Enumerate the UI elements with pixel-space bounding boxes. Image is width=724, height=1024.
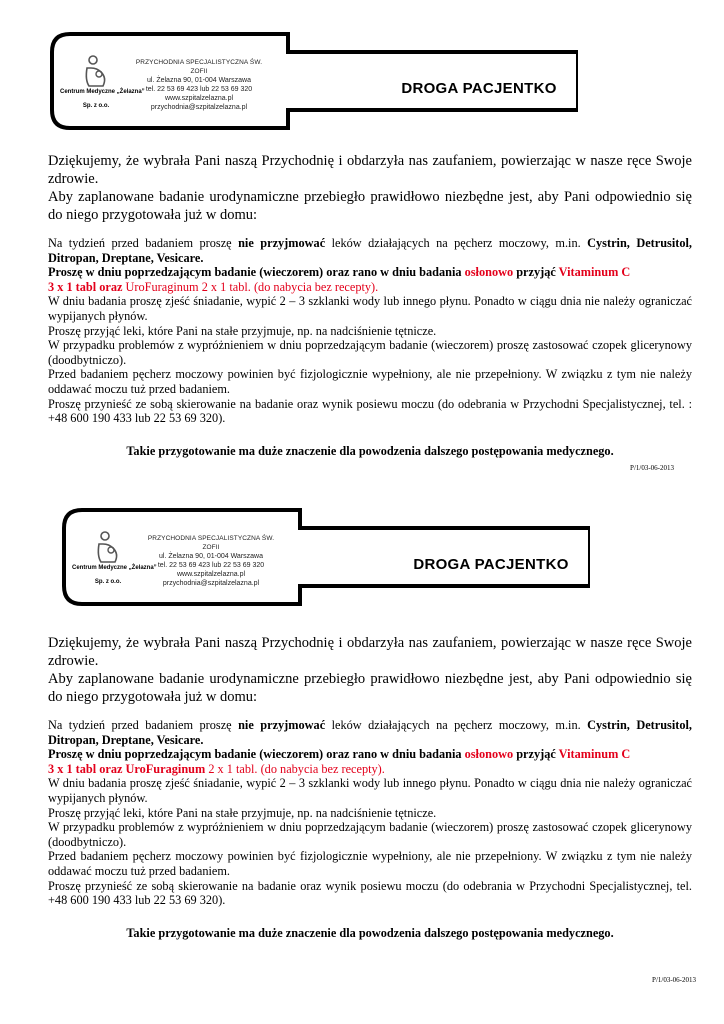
instruction-referral: Proszę przynieść ze sobą skierowanie na badanie oraz wynik posiewu moczu (do odebrania w Przychodni Specjalistycznej, tel. : +48 600 190 433 lub 22 53 69 320). [48,396,692,426]
clinic-website: www.szpitalzelazna.pl [176,571,246,578]
letterhead [60,506,590,608]
dosage-note: 2 x 1 tabl. (do nabycia bez recepty). [205,761,385,776]
emphasis-no-meds: nie przyjmować [238,718,326,732]
text-span: przyjąć [513,747,559,762]
mother-and-child-logo-icon [79,54,113,88]
clinic-address [134,58,264,112]
brand-name: Centrum Medyczne „Żelazna” [72,565,157,571]
clinic-street: ul. Żelazna 90, 01-004 Warszawa [146,77,251,84]
instruction-bladder: Przed badaniem pęcherz moczowy powinien być fizjologicznie wypełniony, ale nie przepełniony. W związku z tym nie należy oddawać moczu tuż przed badaniem. [48,367,692,396]
instruction-referral: Proszę przynieść ze sobą skierowanie na badanie oraz wynik posiewu moczu (do odebrania w Przychodni Specjalistycznej, tel. +48 600 190 433 lub 22 53 69 320). [48,878,692,908]
drug-name: UroFuraginum [125,279,199,294]
instruction-dosage [48,762,692,777]
drug-list: Cystrin, Detrusitol, Ditropan, Dreptane, Vesicare. [48,718,692,747]
text-span: Na tydzień przed badaniem proszę [48,718,239,732]
instruction-regular-meds: Proszę przyjąć leki, które Pani na stałe przyjmuje, np. na nadciśnienie tętnicze. [48,805,437,820]
text-span: leków działających na pęcherz moczowy, m.in. [325,718,588,732]
letterhead [48,30,578,132]
vitamin-name: Vitaminum C [558,265,631,280]
text-span: Proszę w dniu poprzedzającym badanie (wieczorem) oraz rano w dniu badania [48,265,465,280]
clinic-street: ul. Żelazna 90, 01-004 Warszawa [158,553,263,560]
notice-section-2 [0,492,724,992]
instruction-regular-meds: Proszę przyjąć leki, które Pani na stałe przyjmuje, np. na nadciśnienie tętnicze. [48,323,437,338]
drug-list: Cystrin, Detrusitol, Ditropan, Dreptane, Vesicare. [48,236,692,265]
instruction-constipation: W przypadku problemów z wypróżnieniem w dniu poprzedzającym badanie (wieczorem) proszę zastosować czopek glicerynowy (doodbytniczo). [48,338,692,367]
page-title: DROGA PACJENTKO [413,556,569,573]
instruction-medications [48,236,692,265]
closing-note: Takie przygotowanie ma duże znaczenie dla powodzenia dalszego postępowania medycznego. [126,443,614,458]
emphasis-protective: osłonowo [464,265,514,280]
instruction-breakfast: W dniu badania proszę zjeść śniadanie, wypić 2 – 3 szklanki wody lub innego płynu. Ponadto w ciągu dnia nie należy ograniczać wypijanych płynów. [48,294,692,323]
dosage-bold: 3 x 1 tabl oraz UroFuraginum [48,761,206,776]
intro-thanks: Dziękujemy, że wybrała Pani naszą Przychodnię i obdarzyła nas zaufaniem, powierzając w nasze ręce Swoje zdrowie. [48,635,692,669]
emphasis-no-meds: nie przyjmować [238,236,326,250]
notice-section-1 [0,0,724,500]
clinic-name: PRZYCHODNIA SPECJALISTYCZNA ŚW. ZOFII [135,59,263,75]
intro-preparation: Aby zaplanowane badanie urodynamiczne przebiegło prawidłowo niezbędne jest, aby Pani odpowiednio się do niego przygotowała już w domu: [48,189,692,223]
vitamin-name: Vitaminum C [558,747,631,762]
instruction-dosage [48,280,692,295]
brand-sub: Sp. z o.o. [94,579,122,585]
mother-and-child-logo-icon [91,530,125,564]
clinic-website: www.szpitalzelazna.pl [164,95,234,102]
notice-content [48,152,692,459]
instruction-vitamin [48,747,692,762]
instruction-medications [48,718,692,747]
intro-thanks: Dziękujemy, że wybrała Pani naszą Przychodnię i obdarzyła nas zaufaniem, powierzając w nasze ręce Swoje zdrowie. [48,153,692,187]
brand-sub: Sp. z o.o. [82,103,110,109]
emphasis-protective: osłonowo [464,747,514,762]
instruction-breakfast: W dniu badania proszę zjeść śniadanie, wypić 2 – 3 szklanki wody lub innego płynu. Ponadto w ciągu dnia nie należy ograniczać wypijanych płynów. [48,776,692,805]
clinic-address [146,534,276,588]
dosage-note: 2 x 1 tabl. (do nabycia bez recepty). [198,279,379,294]
text-span: leków działających na pęcherz moczowy, m.in. [325,236,588,250]
notice-content [48,634,692,941]
clinic-email: przychodnia@szpitalzelazna.pl [150,104,248,111]
text-span: Proszę w dniu poprzedzającym badanie (wieczorem) oraz rano w dniu badania [48,747,465,762]
instruction-bladder: Przed badaniem pęcherz moczowy powinien być fizjologicznie wypełniony, ale nie przepełniony. W związku z tym nie należy oddawać moczu tuż przed badaniem. [48,849,692,878]
text-span: przyjąć [513,265,559,280]
instructions [48,236,692,426]
clinic-email: przychodnia@szpitalzelazna.pl [162,580,260,587]
dosage-bold: 3 x 1 tabl oraz [48,279,126,294]
clinic-phone: tel. 22 53 69 423 lub 22 53 69 320 [145,86,253,93]
document-code: P/1/03-06-2013 [630,464,674,472]
brand-block [60,54,145,109]
instructions [48,718,692,908]
text-span: Na tydzień przed badaniem proszę [48,236,239,250]
brand-name: Centrum Medyczne „Żelazna” [60,89,145,95]
instruction-vitamin [48,265,692,280]
clinic-name: PRZYCHODNIA SPECJALISTYCZNA ŚW. ZOFII [147,535,275,551]
brand-block [72,530,157,585]
clinic-phone: tel. 22 53 69 423 lub 22 53 69 320 [157,562,265,569]
instruction-constipation: W przypadku problemów z wypróżnieniem w dniu poprzedzającym badanie (wieczorem) proszę zastosować czopek glicerynowy (doodbytniczo). [48,820,692,849]
page-title: DROGA PACJENTKO [401,80,557,97]
intro-preparation: Aby zaplanowane badanie urodynamiczne przebiegło prawidłowo niezbędne jest, aby Pani odpowiednio się do niego przygotowała już w domu: [48,671,692,705]
document-code: P/1/03-06-2013 [652,976,696,984]
closing-note: Takie przygotowanie ma duże znaczenie dla powodzenia dalszego postępowania medycznego. [126,925,614,940]
